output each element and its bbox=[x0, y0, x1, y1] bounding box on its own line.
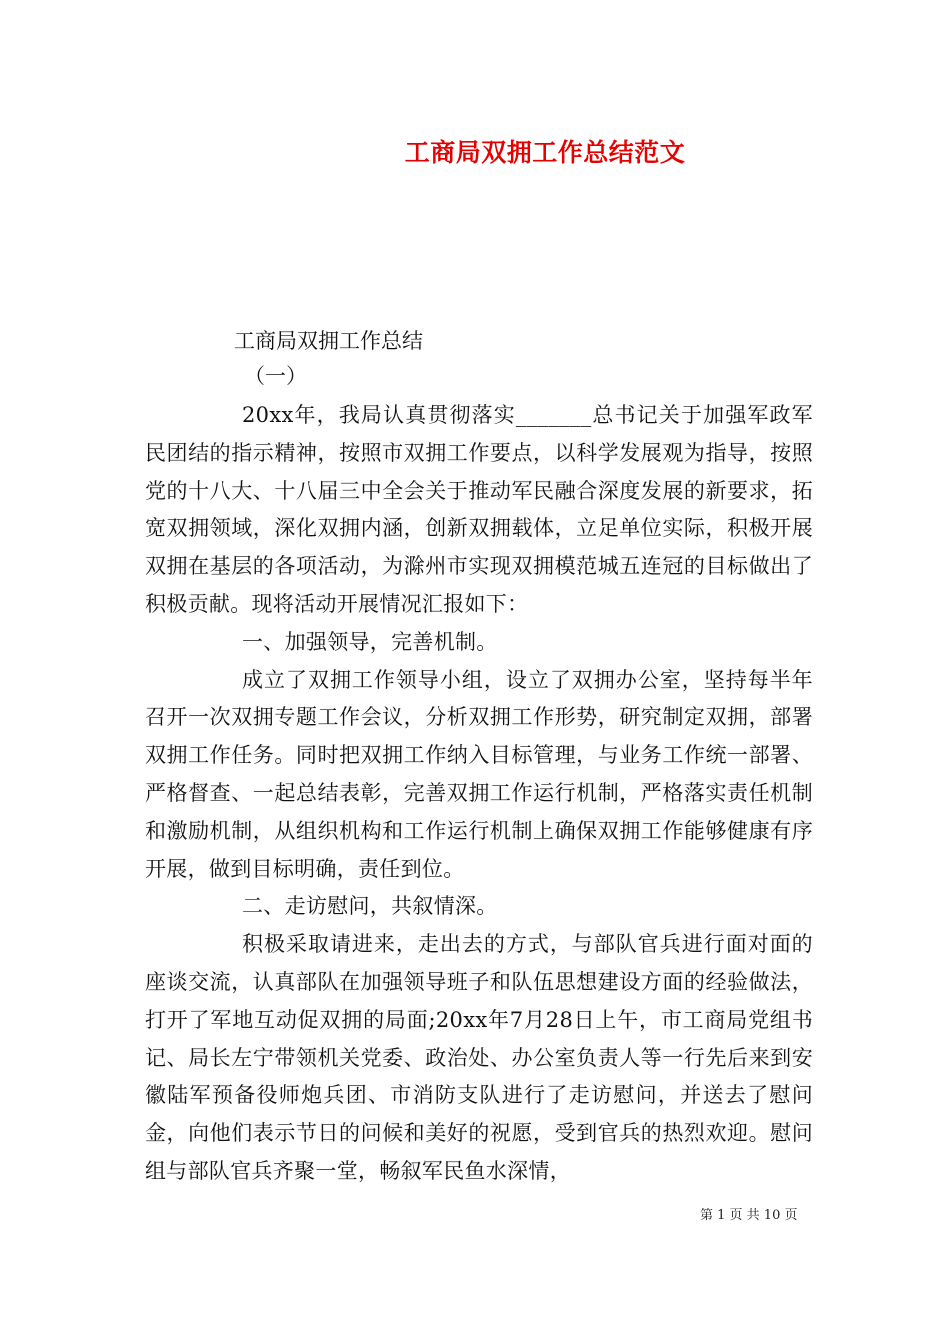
paragraph-intro: 20xx年，我局认真贯彻落实_______总书记关于加强军政军民团结的指示精神，按照市双拥工作要点，以科学发展观为指导，按照党的十八大、十八届三中全会关于推动军民融合深度发展的新要求，拓宽双拥领域，深化双拥内涵，创新双拥载体，立足单位实际，积极开展双拥在基层的各项活动，为滁州市实现双拥模范城五连冠的目标做出了积极贡献。现将活动开展情况汇报如下： bbox=[145, 403, 813, 616]
paragraph-leadership: 成立了双拥工作领导小组，设立了双拥办公室，坚持每半年召开一次双拥专题工作会议，分析双拥工作形势，研究制定双拥，部署双拥工作任务。同时把双拥工作纳入目标管理，与业务工作统一部署、严格督查、一起总结表彰，完善双拥工作运行机制，严格落实责任机制和激励机制，从组织机构和工作运行机制上确保双拥工作能够健康有序开展，做到目标明确，责任到位。 bbox=[145, 667, 813, 881]
section-heading-2: 二、走访慰问，共叙情深。 bbox=[242, 894, 498, 919]
body-text bbox=[145, 397, 813, 1191]
paragraph-visits: 积极采取请进来，走出去的方式，与部队官兵进行面对面的座谈交流，认真部队在加强领导班子和队伍思想建设方面的经验做法，打开了军地互动促双拥的局面;20xx年7月28日上午，市工商局党组书记、局长左宁带领机关党委、政治处、办公室负责人等一行先后来到安徽陆军预备役师炮兵团、市消防支队进行了走访慰问，并送去了慰问金，向他们表示节日的问候和美好的祝愿，受到官兵的热烈欢迎。慰问组与部队官兵齐聚一堂，畅叙军民鱼水深情， bbox=[145, 932, 813, 1183]
section-heading-1: 一、加强领导，完善机制。 bbox=[242, 629, 498, 654]
page-footer: 第 1 页 共 10 页 bbox=[700, 1208, 798, 1223]
document-subtitle: 工商局双拥工作总结 bbox=[234, 329, 423, 353]
section-number: （一） bbox=[244, 364, 307, 388]
page-title: 工商局双拥工作总结范文 bbox=[404, 138, 686, 167]
